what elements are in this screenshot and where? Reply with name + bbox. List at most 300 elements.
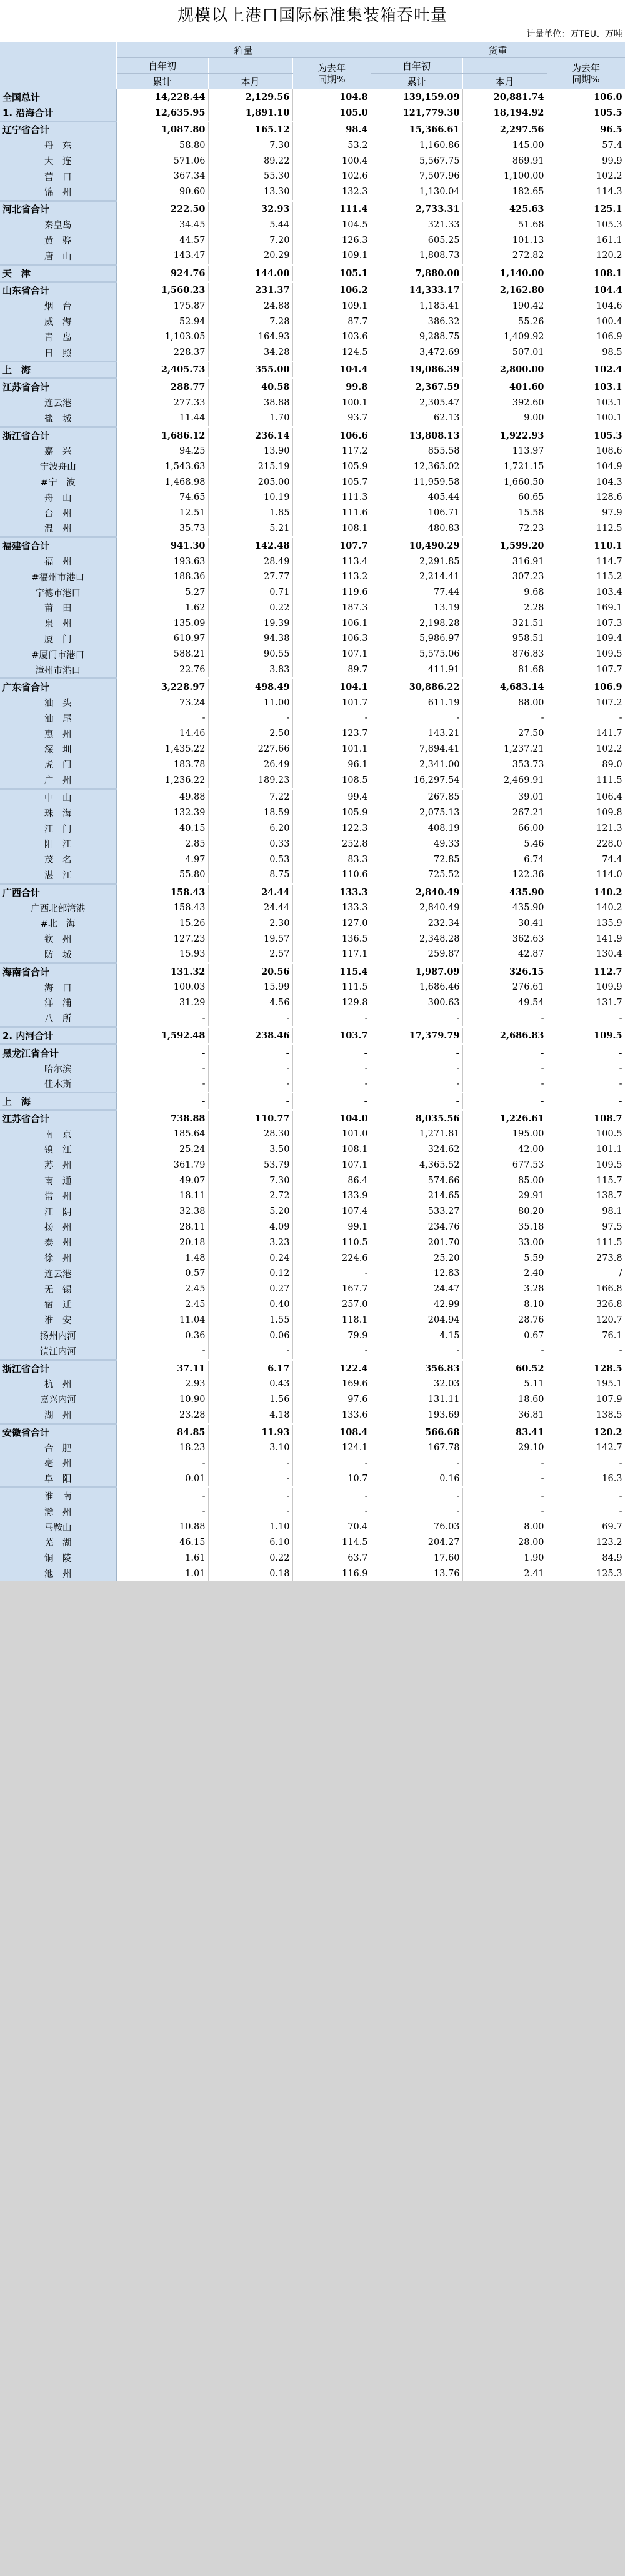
weight-ytd-cell: 14,333.17 <box>371 282 462 298</box>
weight-month-cell: 677.53 <box>462 1157 547 1173</box>
weight-ytd-cell: 386.32 <box>371 314 462 329</box>
weight-yoy-cell: 130.4 <box>547 947 625 963</box>
teu-ytd-cell: 11.44 <box>116 410 208 427</box>
teu-month-cell: 0.12 <box>208 1266 292 1281</box>
row-label: 亳 州 <box>0 1456 116 1471</box>
table-row <box>0 1266 625 1281</box>
teu-month-cell: 32.93 <box>208 201 292 217</box>
row-label: 汕 尾 <box>0 710 116 726</box>
weight-ytd-cell: 725.52 <box>371 867 462 883</box>
table-header <box>0 42 625 89</box>
table-row <box>0 631 625 647</box>
row-label: #北 海 <box>0 915 116 931</box>
row-label: 阜 阳 <box>0 1471 116 1487</box>
teu-yoy-cell: 107.7 <box>292 537 371 554</box>
weight-yoy-cell: 128.5 <box>547 1360 625 1376</box>
table-row <box>0 585 625 600</box>
teu-month-cell: 90.55 <box>208 647 292 662</box>
teu-yoy-cell: 117.2 <box>292 444 371 459</box>
row-label: 虎 门 <box>0 757 116 772</box>
weight-ytd-cell: 3,472.69 <box>371 345 462 361</box>
teu-ytd-cell: 228.37 <box>116 345 208 361</box>
weight-yoy-cell: 104.4 <box>547 282 625 298</box>
table-row <box>0 1328 625 1343</box>
weight-ytd-cell: 30,886.22 <box>371 679 462 695</box>
weight-ytd-cell: 193.69 <box>371 1407 462 1423</box>
row-label: 福建省合计 <box>0 537 116 554</box>
header-weight-month: 本月 <box>462 74 547 89</box>
teu-yoy-cell: 133.6 <box>292 1407 371 1423</box>
row-label: 丹 东 <box>0 137 116 153</box>
teu-yoy-cell: 101.1 <box>292 742 371 757</box>
teu-yoy-cell: 107.1 <box>292 1157 371 1173</box>
weight-ytd-cell: 533.27 <box>371 1204 462 1220</box>
row-label: 江 门 <box>0 821 116 837</box>
table-row <box>0 710 625 726</box>
weight-month-cell: 3.28 <box>462 1281 547 1297</box>
weight-ytd-cell: 2,341.00 <box>371 757 462 772</box>
table-body <box>0 89 625 1581</box>
weight-month-cell: - <box>462 1456 547 1471</box>
weight-ytd-cell: 121,779.30 <box>371 105 462 121</box>
weight-ytd-cell: 49.33 <box>371 836 462 852</box>
teu-yoy-cell: 136.5 <box>292 931 371 947</box>
unit-label: 计量单位：万TEU、万吨 <box>526 29 622 39</box>
teu-yoy-cell: - <box>292 1488 371 1504</box>
weight-ytd-cell: 204.27 <box>371 1535 462 1551</box>
table-row <box>0 1010 625 1027</box>
row-label: #宁 波 <box>0 474 116 490</box>
weight-ytd-cell: 106.71 <box>371 505 462 521</box>
weight-month-cell: - <box>462 1076 547 1092</box>
header-weight-yoy <box>547 58 625 89</box>
table-row <box>0 805 625 821</box>
weight-yoy-cell: 112.7 <box>547 963 625 979</box>
weight-ytd-cell: 480.83 <box>371 521 462 537</box>
teu-ytd-cell: 94.25 <box>116 444 208 459</box>
row-label: 马鞍山 <box>0 1519 116 1535</box>
weight-month-cell: 27.50 <box>462 726 547 742</box>
weight-month-cell: 39.01 <box>462 789 547 805</box>
weight-yoy-cell: 84.9 <box>547 1550 625 1566</box>
weight-yoy-cell: 99.9 <box>547 153 625 169</box>
table-row <box>0 1204 625 1220</box>
weight-yoy-cell: 103.1 <box>547 379 625 395</box>
weight-yoy-cell: 195.1 <box>547 1376 625 1392</box>
weight-ytd-cell: 5,567.75 <box>371 153 462 169</box>
table-row <box>0 345 625 361</box>
table-row <box>0 600 625 616</box>
teu-ytd-cell: 1,435.22 <box>116 742 208 757</box>
weight-month-cell: 15.58 <box>462 505 547 521</box>
table-row <box>0 89 625 105</box>
teu-ytd-cell: 52.94 <box>116 314 208 329</box>
row-label: 连云港 <box>0 395 116 410</box>
weight-month-cell: 1,237.21 <box>462 742 547 757</box>
row-label: 哈尔滨 <box>0 1061 116 1077</box>
teu-month-cell: 5.21 <box>208 521 292 537</box>
weight-month-cell: 425.63 <box>462 201 547 217</box>
teu-month-cell: 18.59 <box>208 805 292 821</box>
teu-ytd-cell: 610.97 <box>116 631 208 647</box>
teu-yoy-cell: 119.6 <box>292 585 371 600</box>
row-label: 山东省合计 <box>0 282 116 298</box>
teu-month-cell: 164.93 <box>208 329 292 345</box>
weight-yoy-cell: 140.2 <box>547 900 625 916</box>
teu-ytd-cell: 14,228.44 <box>116 89 208 105</box>
weight-month-cell: 42.00 <box>462 1142 547 1158</box>
teu-ytd-cell: 20.18 <box>116 1235 208 1250</box>
weight-ytd-cell: 611.19 <box>371 695 462 710</box>
weight-month-cell: 9.00 <box>462 410 547 427</box>
table-row <box>0 459 625 474</box>
teu-month-cell: 0.40 <box>208 1297 292 1313</box>
teu-yoy-cell: 108.4 <box>292 1423 371 1440</box>
weight-yoy-cell: 105.3 <box>547 427 625 443</box>
weight-yoy-cell: - <box>547 1010 625 1027</box>
weight-yoy-cell: - <box>547 710 625 726</box>
weight-ytd-cell: - <box>371 1343 462 1360</box>
teu-ytd-cell: 1.62 <box>116 600 208 616</box>
teu-yoy-cell: 100.1 <box>292 395 371 410</box>
weight-yoy-cell: 100.4 <box>547 314 625 329</box>
teu-ytd-cell: 28.11 <box>116 1220 208 1235</box>
teu-month-cell: 1,891.10 <box>208 105 292 121</box>
weight-yoy-cell: 109.8 <box>547 805 625 821</box>
teu-yoy-cell: - <box>292 1010 371 1027</box>
teu-yoy-cell: 111.4 <box>292 201 371 217</box>
table-row <box>0 264 625 282</box>
weight-ytd-cell: 4.15 <box>371 1328 462 1343</box>
teu-ytd-cell: 924.76 <box>116 264 208 282</box>
teu-month-cell: 4.56 <box>208 995 292 1010</box>
teu-month-cell: - <box>208 710 292 726</box>
weight-month-cell: 18.60 <box>462 1391 547 1407</box>
weight-yoy-cell: 125.3 <box>547 1566 625 1581</box>
weight-yoy-cell: 273.8 <box>547 1250 625 1266</box>
table-row <box>0 947 625 963</box>
weight-ytd-cell: 321.33 <box>371 217 462 232</box>
weight-ytd-cell: - <box>371 710 462 726</box>
teu-ytd-cell: 12.51 <box>116 505 208 521</box>
row-label: 盐 城 <box>0 410 116 427</box>
teu-month-cell: 2.57 <box>208 947 292 963</box>
table-row <box>0 852 625 867</box>
weight-ytd-cell: 4,365.52 <box>371 1157 462 1173</box>
header-teu: 箱量 <box>116 42 371 58</box>
weight-yoy-cell: 141.9 <box>547 931 625 947</box>
table-row <box>0 137 625 153</box>
weight-month-cell: 8.10 <box>462 1297 547 1313</box>
teu-ytd-cell: 1,087.80 <box>116 121 208 137</box>
weight-month-cell: 353.73 <box>462 757 547 772</box>
teu-yoy-cell: 93.7 <box>292 410 371 427</box>
weight-month-cell: - <box>462 1488 547 1504</box>
teu-month-cell: 20.29 <box>208 248 292 264</box>
row-label: 浙江省合计 <box>0 1360 116 1376</box>
row-label: 天 津 <box>0 264 116 282</box>
table-row <box>0 1488 625 1504</box>
weight-yoy-cell: 135.9 <box>547 915 625 931</box>
teu-ytd-cell: 941.30 <box>116 537 208 554</box>
weight-yoy-cell: 104.9 <box>547 459 625 474</box>
weight-month-cell: 1,599.20 <box>462 537 547 554</box>
weight-ytd-cell: 1,808.73 <box>371 248 462 264</box>
weight-yoy-cell: 108.7 <box>547 1110 625 1126</box>
row-label: 连云港 <box>0 1266 116 1281</box>
teu-yoy-cell: 110.6 <box>292 867 371 883</box>
row-label: 淮 南 <box>0 1488 116 1504</box>
weight-ytd-cell: 62.13 <box>371 410 462 427</box>
row-label: 南 通 <box>0 1173 116 1188</box>
row-label: 湖 州 <box>0 1407 116 1423</box>
row-label: 扬 州 <box>0 1220 116 1235</box>
row-label: 防 城 <box>0 947 116 963</box>
weight-month-cell: 0.67 <box>462 1328 547 1343</box>
teu-month-cell: 4.09 <box>208 1220 292 1235</box>
weight-ytd-cell: 32.03 <box>371 1376 462 1392</box>
teu-month-cell: 1.70 <box>208 410 292 427</box>
weight-yoy-cell: - <box>547 1044 625 1060</box>
row-label: 安徽省合计 <box>0 1423 116 1440</box>
table-row <box>0 1061 625 1077</box>
weight-yoy-cell: 97.9 <box>547 505 625 521</box>
weight-yoy-cell: 161.1 <box>547 232 625 248</box>
weight-ytd-cell: 2,367.59 <box>371 379 462 395</box>
weight-month-cell: 30.41 <box>462 915 547 931</box>
table-row <box>0 1504 625 1519</box>
teu-month-cell: 4.18 <box>208 1407 292 1423</box>
row-label: 海南省合计 <box>0 963 116 979</box>
teu-ytd-cell: 588.21 <box>116 647 208 662</box>
teu-ytd-cell: 37.11 <box>116 1360 208 1376</box>
table-row <box>0 1173 625 1188</box>
teu-month-cell: 2.72 <box>208 1188 292 1204</box>
weight-month-cell: 33.00 <box>462 1235 547 1250</box>
teu-yoy-cell: 100.4 <box>292 153 371 169</box>
row-label: 珠 海 <box>0 805 116 821</box>
teu-month-cell: 38.88 <box>208 395 292 410</box>
teu-month-cell: 0.43 <box>208 1376 292 1392</box>
weight-month-cell: 272.82 <box>462 248 547 264</box>
row-label: #福州市港口 <box>0 569 116 585</box>
weight-ytd-cell: 24.47 <box>371 1281 462 1297</box>
row-label: 铜 陵 <box>0 1550 116 1566</box>
teu-month-cell: 2.50 <box>208 726 292 742</box>
teu-yoy-cell: 99.4 <box>292 789 371 805</box>
teu-month-cell: 7.22 <box>208 789 292 805</box>
weight-month-cell: 28.76 <box>462 1312 547 1328</box>
teu-yoy-cell: 123.7 <box>292 726 371 742</box>
weight-ytd-cell: 2,214.41 <box>371 569 462 585</box>
teu-yoy-cell: 101.7 <box>292 695 371 710</box>
teu-ytd-cell: - <box>116 1343 208 1360</box>
weight-ytd-cell: 214.65 <box>371 1188 462 1204</box>
row-label: 舟 山 <box>0 490 116 505</box>
weight-yoy-cell: 115.7 <box>547 1173 625 1188</box>
teu-month-cell: 89.22 <box>208 153 292 169</box>
weight-yoy-cell: 104.6 <box>547 298 625 314</box>
teu-month-cell: 0.27 <box>208 1281 292 1297</box>
table-row <box>0 232 625 248</box>
teu-month-cell: 24.44 <box>208 883 292 900</box>
weight-yoy-cell: 120.7 <box>547 1312 625 1328</box>
teu-ytd-cell: 158.43 <box>116 883 208 900</box>
row-label: 青 岛 <box>0 329 116 345</box>
teu-ytd-cell: - <box>116 710 208 726</box>
weight-ytd-cell: 72.85 <box>371 852 462 867</box>
weight-ytd-cell: 411.91 <box>371 662 462 679</box>
teu-month-cell: 20.56 <box>208 963 292 979</box>
teu-month-cell: 34.28 <box>208 345 292 361</box>
row-label: 宁波舟山 <box>0 459 116 474</box>
row-label: 湛 江 <box>0 867 116 883</box>
teu-month-cell: 40.58 <box>208 379 292 395</box>
row-label: 杭 州 <box>0 1376 116 1392</box>
teu-ytd-cell: 1,560.23 <box>116 282 208 298</box>
teu-month-cell: 165.12 <box>208 121 292 137</box>
table-row <box>0 757 625 772</box>
teu-yoy-cell: 129.8 <box>292 995 371 1010</box>
teu-ytd-cell: 31.29 <box>116 995 208 1010</box>
weight-yoy-cell: 104.3 <box>547 474 625 490</box>
teu-ytd-cell: 3,228.97 <box>116 679 208 695</box>
teu-yoy-cell: - <box>292 1266 371 1281</box>
teu-yoy-cell: 118.1 <box>292 1312 371 1328</box>
weight-ytd-cell: 139,159.09 <box>371 89 462 105</box>
teu-ytd-cell: 158.43 <box>116 900 208 916</box>
table-row <box>0 248 625 264</box>
row-label: 池 州 <box>0 1566 116 1581</box>
weight-month-cell: 2.28 <box>462 600 547 616</box>
teu-yoy-cell: 113.4 <box>292 554 371 569</box>
teu-month-cell: 7.30 <box>208 137 292 153</box>
weight-yoy-cell: 121.3 <box>547 821 625 837</box>
weight-month-cell: 145.00 <box>462 137 547 153</box>
teu-yoy-cell: 106.6 <box>292 427 371 443</box>
weight-ytd-cell: 234.76 <box>371 1220 462 1235</box>
weight-month-cell: 5.46 <box>462 836 547 852</box>
weight-ytd-cell: 259.87 <box>371 947 462 963</box>
weight-month-cell: 8.00 <box>462 1519 547 1535</box>
weight-yoy-cell: 120.2 <box>547 248 625 264</box>
teu-yoy-cell: - <box>292 1343 371 1360</box>
weight-month-cell: 35.18 <box>462 1220 547 1235</box>
teu-month-cell: 7.28 <box>208 314 292 329</box>
weight-yoy-cell: 326.8 <box>547 1297 625 1313</box>
table-row <box>0 505 625 521</box>
weight-month-cell: - <box>462 1471 547 1487</box>
weight-ytd-cell: 2,198.28 <box>371 615 462 631</box>
weight-ytd-cell: 1,130.04 <box>371 184 462 201</box>
weight-ytd-cell: 1,160.86 <box>371 137 462 153</box>
teu-ytd-cell: 49.88 <box>116 789 208 805</box>
row-label: 广 州 <box>0 772 116 788</box>
table-row <box>0 395 625 410</box>
weight-month-cell: 2.41 <box>462 1566 547 1581</box>
row-label: 茂 名 <box>0 852 116 867</box>
teu-ytd-cell: 2,405.73 <box>116 361 208 379</box>
teu-ytd-cell: 46.15 <box>116 1535 208 1551</box>
weight-month-cell: - <box>462 1010 547 1027</box>
weight-ytd-cell: 12,365.02 <box>371 459 462 474</box>
teu-ytd-cell: 127.23 <box>116 931 208 947</box>
weight-ytd-cell: - <box>371 1076 462 1092</box>
teu-ytd-cell: 22.76 <box>116 662 208 679</box>
teu-ytd-cell: 2.93 <box>116 1376 208 1392</box>
weight-month-cell: 1,660.50 <box>462 474 547 490</box>
teu-yoy-cell: 89.7 <box>292 662 371 679</box>
weight-yoy-cell: 102.4 <box>547 361 625 379</box>
weight-ytd-cell: 11,959.58 <box>371 474 462 490</box>
table-row <box>0 1535 625 1551</box>
weight-yoy-cell: 106.0 <box>547 89 625 105</box>
weight-ytd-cell: 5,575.06 <box>371 647 462 662</box>
teu-yoy-cell: 105.0 <box>292 105 371 121</box>
weight-month-cell: 81.68 <box>462 662 547 679</box>
teu-month-cell: 142.48 <box>208 537 292 554</box>
teu-ytd-cell: 32.38 <box>116 1204 208 1220</box>
weight-yoy-cell: 16.3 <box>547 1471 625 1487</box>
weight-yoy-cell: 108.1 <box>547 264 625 282</box>
teu-yoy-cell: 257.0 <box>292 1297 371 1313</box>
teu-month-cell: 53.79 <box>208 1157 292 1173</box>
weight-month-cell: 182.65 <box>462 184 547 201</box>
weight-ytd-cell: 2,348.28 <box>371 931 462 947</box>
table-row <box>0 726 625 742</box>
teu-yoy-cell: 111.6 <box>292 505 371 521</box>
teu-yoy-cell: 252.8 <box>292 836 371 852</box>
table-row <box>0 184 625 201</box>
teu-yoy-cell: 98.4 <box>292 121 371 137</box>
weight-yoy-cell: 114.7 <box>547 554 625 569</box>
row-label: 江 阴 <box>0 1204 116 1220</box>
row-label: 苏 州 <box>0 1157 116 1173</box>
weight-ytd-cell: - <box>371 1093 462 1110</box>
teu-yoy-cell: 124.5 <box>292 345 371 361</box>
teu-yoy-cell: 109.1 <box>292 248 371 264</box>
teu-month-cell: 0.33 <box>208 836 292 852</box>
weight-yoy-cell: 228.0 <box>547 836 625 852</box>
weight-yoy-cell: 125.1 <box>547 201 625 217</box>
teu-yoy-cell: 79.9 <box>292 1328 371 1343</box>
teu-month-cell: 10.19 <box>208 490 292 505</box>
header-weight-cumulative: 累计 <box>371 74 462 89</box>
teu-month-cell: 238.46 <box>208 1027 292 1045</box>
teu-yoy-cell: 127.0 <box>292 915 371 931</box>
teu-yoy-cell: 111.5 <box>292 980 371 995</box>
teu-ytd-cell: 135.09 <box>116 615 208 631</box>
weight-yoy-cell: 109.5 <box>547 1157 625 1173</box>
weight-month-cell: 2.40 <box>462 1266 547 1281</box>
teu-yoy-cell: 167.7 <box>292 1281 371 1297</box>
row-label: 泉 州 <box>0 615 116 631</box>
weight-ytd-cell: 131.11 <box>371 1391 462 1407</box>
teu-yoy-cell: - <box>292 1093 371 1110</box>
teu-ytd-cell: 4.97 <box>116 852 208 867</box>
weight-month-cell: 49.54 <box>462 995 547 1010</box>
teu-yoy-cell: 110.5 <box>292 1235 371 1250</box>
teu-ytd-cell: 193.63 <box>116 554 208 569</box>
weight-yoy-cell: 109.9 <box>547 980 625 995</box>
teu-yoy-cell: 133.9 <box>292 1188 371 1204</box>
teu-month-cell: 8.75 <box>208 867 292 883</box>
table-row <box>0 662 625 679</box>
teu-ytd-cell: 1,592.48 <box>116 1027 208 1045</box>
row-label: 1. 沿海合计 <box>0 105 116 121</box>
weight-yoy-cell: 107.7 <box>547 662 625 679</box>
teu-yoy-cell: - <box>292 1456 371 1471</box>
